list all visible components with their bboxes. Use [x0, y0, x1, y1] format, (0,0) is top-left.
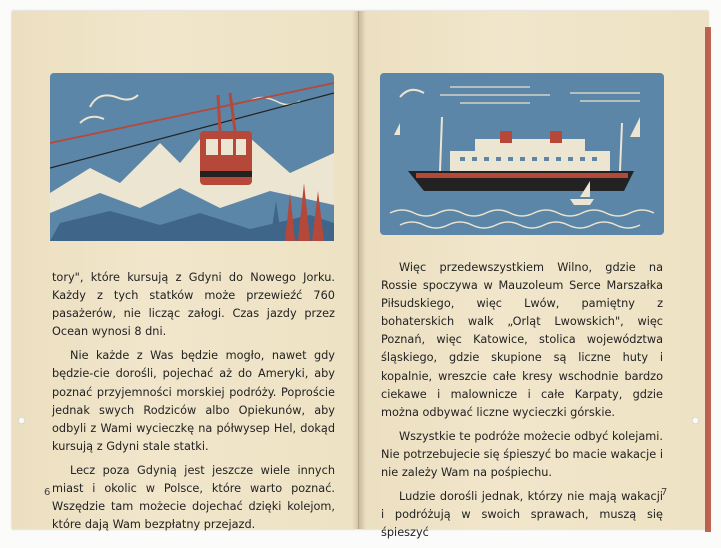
right-body-text — [381, 259, 663, 548]
open-booklet — [12, 11, 708, 540]
paragraph: Lecz poza Gdynią jest jeszcze wiele innych miast i okolic w Polsce, które warto poznać. Wszędzie tam możecie dojechać dzięki kolejom, które dają Wam bezpłatny przejazd. — [52, 463, 335, 532]
paragraph: Ludzie dorośli jednak, którzy nie mają wakacji i podróżują w swoich sprawach, muszą się śpieszyć — [381, 490, 663, 540]
paragraph: tory", które kursują z Gdyni do Nowego Jorku. Każdy z tych statków może przewieźć 760 pasażerów, nie licząc załogi. Czas jazdy przez Ocean wynosi 8 dni. — [52, 271, 335, 339]
right-page — [358, 11, 709, 540]
paragraph: Wszystkie te podróże możecie odbyć kolejami. Nie potrzebujecie się śpieszyć bo macie wakacje i nie zależy Wam na pośpiechu. — [381, 429, 663, 480]
paragraph: Więc przedewszystkiem Wilno, gdzie na Rossie spoczywa w Mauzoleum Serce Marszałka Piłsudskiego, więc Lwów, pamiętny z bohaterskich walk „Orląt Lwowskich", więc Poznań, więc Katowice, stolica województwa śląskiego, gdzie skupione są liczne huty i kopalnie, wreszcie całe kresy wschodnie bardzo ciekawe i malownicze i całe Karpaty, gdzie można odbywać liczne wycieczki górskie. — [381, 261, 663, 419]
page-number: 6 — [44, 487, 51, 498]
paragraph: Nie każde z Was będzie mogło, nawet gdy będzie-cie dorośli, pojechać aż do Ameryki, aby poznać przyjemności morskiej podróży. Poproście jednak swych Rodziców albo Opiekunów, aby odbyli z Wami wycieczkę na półwysep Hel, dokąd kursują z Gdyni stale statki. — [52, 349, 335, 453]
left-page — [12, 11, 358, 532]
page-number: 7 — [661, 487, 668, 498]
left-body-text — [52, 269, 335, 540]
binding-hole — [692, 417, 699, 424]
ocean-liner-illustration — [380, 73, 664, 235]
cable-car-illustration — [50, 73, 334, 241]
back-cover-edge — [705, 27, 711, 532]
book-spine — [352, 11, 366, 529]
binding-hole — [18, 417, 25, 424]
